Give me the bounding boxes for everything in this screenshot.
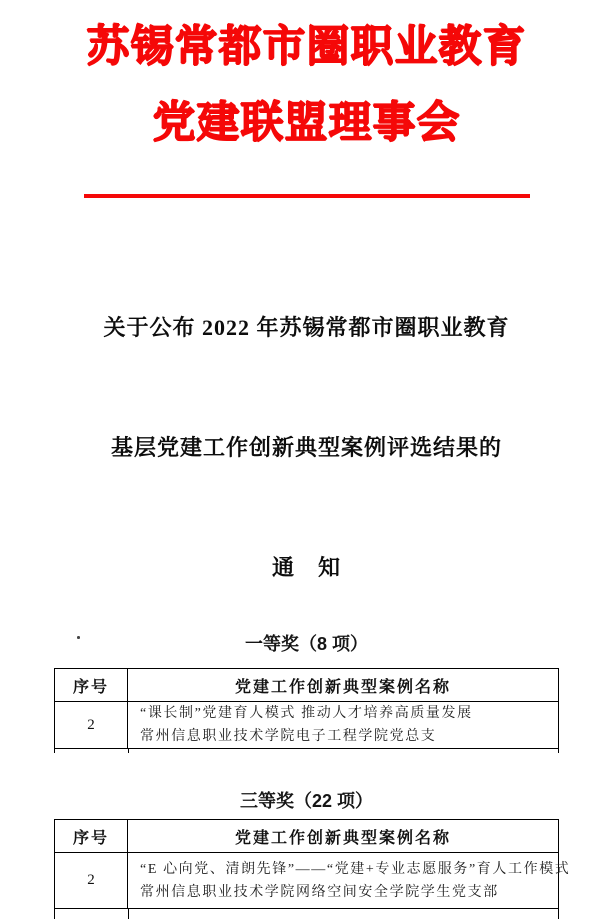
org-name-line: 常州信息职业技术学院网络空间安全学院学生党支部	[140, 884, 499, 900]
case-name-column-header: 党建工作创新典型案例名称	[234, 678, 451, 696]
table-header-row	[55, 820, 558, 853]
cropped-next-row-sliver	[54, 909, 559, 919]
case-name-cell	[128, 702, 558, 748]
case-name-column-header: 党建工作创新典型案例名称	[234, 829, 451, 847]
table-row	[55, 853, 571, 908]
scan-artifact-dot	[77, 636, 80, 639]
letterhead-line-2: 党建联盟理事会	[152, 100, 461, 147]
notice-title	[0, 228, 613, 628]
table-row	[55, 702, 558, 748]
seq-column-header: 序号	[55, 820, 128, 852]
case-title-line: “课长制”党建育人模式 推动人才培养高质量发展	[140, 706, 473, 721]
letterhead-line-1: 苏锡常都市圈职业教育	[86, 24, 527, 71]
third-prize-heading: 三等奖（22 项）	[239, 791, 374, 811]
row-number-cell: 2	[55, 702, 128, 748]
column-divider-stub	[128, 749, 130, 753]
notice-title-line-3: 通 知	[271, 555, 341, 580]
column-divider-stub	[128, 909, 130, 919]
table-header-row	[55, 669, 558, 702]
notice-title-line-1: 关于公布 2022 年苏锡常都市圈职业教育	[103, 315, 510, 340]
case-name-cell	[128, 853, 570, 908]
third-prize-table	[54, 819, 571, 909]
letterhead	[0, 0, 613, 162]
first-prize-heading: 一等奖（8 项）	[244, 634, 368, 654]
org-name-line: 常州信息职业技术学院电子工程学院党总支	[140, 729, 437, 744]
first-prize-table	[54, 668, 559, 749]
cropped-next-row-sliver	[54, 749, 559, 753]
case-title-line: “E 心向党、清朗先锋”——“党建+专业志愿服务”育人工作模式	[140, 861, 571, 877]
row-number-cell: 2	[55, 853, 128, 908]
seq-column-header: 序号	[55, 669, 128, 701]
red-divider-line	[84, 194, 530, 198]
notice-title-line-2: 基层党建工作创新典型案例评选结果的	[110, 435, 502, 460]
